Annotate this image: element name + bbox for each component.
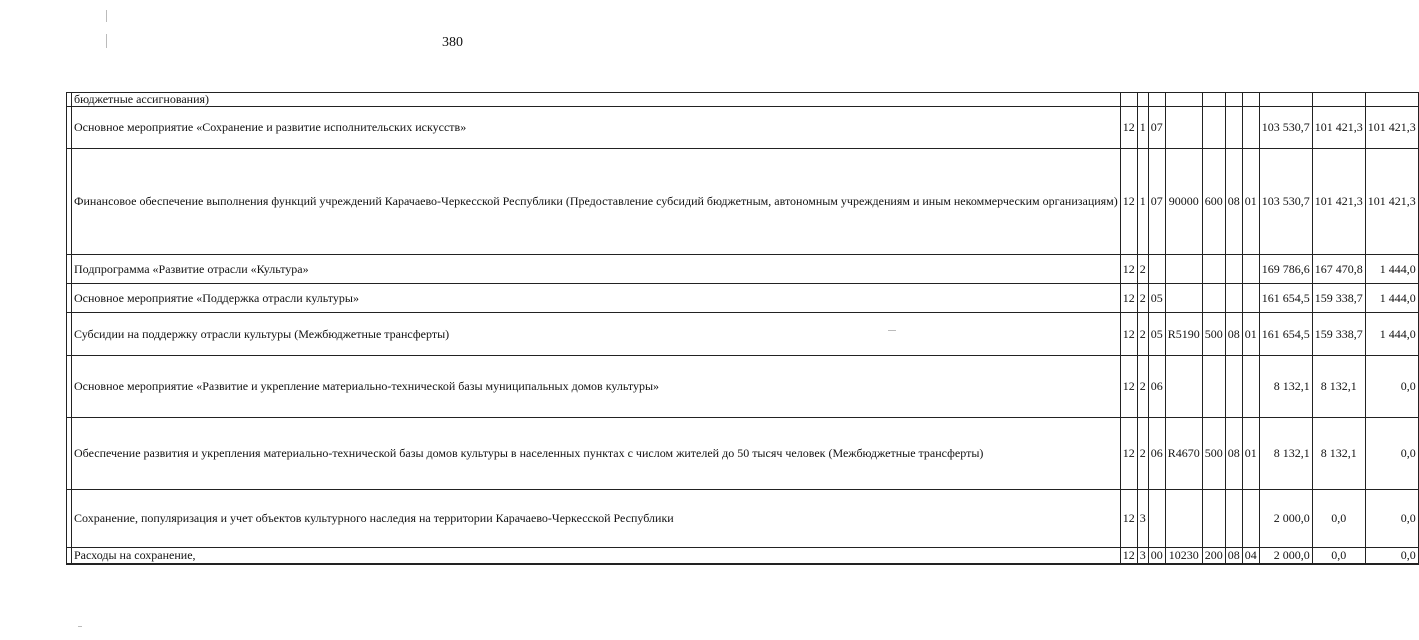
table-body xyxy=(67,93,1419,564)
row-name-cell: Расходы на сохранение, xyxy=(72,548,1121,564)
code-cell: 12 xyxy=(1120,490,1137,548)
table-row xyxy=(67,107,1419,149)
code-cell: 1 xyxy=(1137,149,1148,255)
code-cell: 07 xyxy=(1148,149,1165,255)
expense-type-cell xyxy=(1202,356,1225,418)
section-cell xyxy=(1225,490,1242,548)
table-row xyxy=(67,255,1419,284)
table-row xyxy=(67,149,1419,255)
row-name-cell: Основное мероприятие «Сохранение и развитие исполнительских искусств» xyxy=(72,107,1121,149)
section-cell: 08 xyxy=(1225,548,1242,564)
code-cell: 05 xyxy=(1148,284,1165,313)
amount-cell: 2 000,0 xyxy=(1259,548,1312,564)
amount-cell: 0,0 xyxy=(1312,548,1365,564)
amount-cell: 161 654,5 xyxy=(1259,284,1312,313)
amount-cell: 101 421,3 xyxy=(1312,107,1365,149)
amount-cell: 103 530,7 xyxy=(1259,149,1312,255)
amount-cell: 8 132,1 xyxy=(1259,356,1312,418)
expense-type-cell: 500 xyxy=(1202,313,1225,356)
amount-cell: 1 444,0 xyxy=(1365,284,1418,313)
target-code-cell xyxy=(1165,255,1202,284)
code-cell: 12 xyxy=(1120,284,1137,313)
table-row xyxy=(67,418,1419,490)
expense-type-cell xyxy=(1202,284,1225,313)
code-cell: 06 xyxy=(1148,356,1165,418)
code-cell: 12 xyxy=(1120,418,1137,490)
row-name-cell: Подпрограмма «Развитие отрасли «Культура» xyxy=(72,255,1121,284)
target-code-cell: R5190 xyxy=(1165,313,1202,356)
section-cell: 08 xyxy=(1225,418,1242,490)
amount-cell xyxy=(1312,93,1365,107)
code-cell: 00 xyxy=(1148,548,1165,564)
amount-cell: 161 654,5 xyxy=(1259,313,1312,356)
table-row xyxy=(67,284,1419,313)
code-cell xyxy=(1148,490,1165,548)
row-name-cell: Сохранение, популяризация и учет объектов культурного наследия на территории Карачаево-Черкесской Республики xyxy=(72,490,1121,548)
table-row xyxy=(67,548,1419,564)
target-code-cell: 10230 xyxy=(1165,548,1202,564)
amount-cell: 8 132,1 xyxy=(1312,418,1365,490)
amount-cell: 1 444,0 xyxy=(1365,255,1418,284)
amount-cell: 101 421,3 xyxy=(1365,149,1418,255)
row-name-cell: Основное мероприятие «Развитие и укрепление материально-технической базы муниципальных домов культуры» xyxy=(72,356,1121,418)
page-number: 380 xyxy=(442,35,463,50)
code-cell: 12 xyxy=(1120,356,1137,418)
subsection-cell xyxy=(1242,255,1259,284)
amount-cell: 8 132,1 xyxy=(1312,356,1365,418)
code-cell: 1 xyxy=(1137,107,1148,149)
target-code-cell: 90000 xyxy=(1165,149,1202,255)
amount-cell: 1 444,0 xyxy=(1365,313,1418,356)
code-cell xyxy=(1148,255,1165,284)
section-cell xyxy=(1225,93,1242,107)
scan-mark xyxy=(106,10,107,22)
code-cell: 3 xyxy=(1137,548,1148,564)
target-code-cell xyxy=(1165,490,1202,548)
target-code-cell: R4670 xyxy=(1165,418,1202,490)
code-cell: 2 xyxy=(1137,313,1148,356)
row-name-cell: Основное мероприятие «Поддержка отрасли культуры» xyxy=(72,284,1121,313)
code-cell: 05 xyxy=(1148,313,1165,356)
table-row xyxy=(67,313,1419,356)
amount-cell xyxy=(1365,93,1418,107)
section-cell xyxy=(1225,284,1242,313)
row-name-cell: Субсидии на поддержку отрасли культуры (Межбюджетные трансферты) xyxy=(72,313,1121,356)
code-cell: 12 xyxy=(1120,313,1137,356)
amount-cell: 0,0 xyxy=(1365,490,1418,548)
amount-cell: 0,0 xyxy=(1365,548,1418,564)
scan-mark xyxy=(78,626,82,627)
expense-type-cell: 500 xyxy=(1202,418,1225,490)
amount-cell: 167 470,8 xyxy=(1312,255,1365,284)
code-cell: 06 xyxy=(1148,418,1165,490)
amount-cell: 0,0 xyxy=(1365,356,1418,418)
row-name-cell: Финансовое обеспечение выполнения функций учреждений Карачаево-Черкесской Республики (Предоставление субсидий бюджетным, автономным учреждениям и иным некоммерческим организациям) xyxy=(72,149,1121,255)
amount-cell: 2 000,0 xyxy=(1259,490,1312,548)
code-cell: 2 xyxy=(1137,418,1148,490)
section-cell xyxy=(1225,107,1242,149)
amount-cell: 159 338,7 xyxy=(1312,284,1365,313)
code-cell: 2 xyxy=(1137,284,1148,313)
row-name-cell: бюджетные ассигнования) xyxy=(72,93,1121,107)
subsection-cell: 01 xyxy=(1242,313,1259,356)
expense-type-cell: 600 xyxy=(1202,149,1225,255)
row-name-cell: Обеспечение развития и укрепления материально-технической базы домов культуры в населенных пунктах с числом жителей до 50 тысяч человек (Межбюджетные трансферты) xyxy=(72,418,1121,490)
budget-table xyxy=(66,92,1419,565)
subsection-cell xyxy=(1242,93,1259,107)
code-cell: 07 xyxy=(1148,107,1165,149)
amount-cell: 101 421,3 xyxy=(1365,107,1418,149)
code-cell: 12 xyxy=(1120,149,1137,255)
subsection-cell xyxy=(1242,356,1259,418)
code-cell xyxy=(1137,93,1148,107)
section-cell: 08 xyxy=(1225,313,1242,356)
subsection-cell: 04 xyxy=(1242,548,1259,564)
expense-type-cell xyxy=(1202,490,1225,548)
amount-cell: 0,0 xyxy=(1365,418,1418,490)
code-cell: 12 xyxy=(1120,548,1137,564)
section-cell xyxy=(1225,255,1242,284)
code-cell: 2 xyxy=(1137,356,1148,418)
code-cell: 12 xyxy=(1120,107,1137,149)
table-row xyxy=(67,490,1419,548)
amount-cell: 101 421,3 xyxy=(1312,149,1365,255)
code-cell: 12 xyxy=(1120,255,1137,284)
subsection-cell xyxy=(1242,490,1259,548)
amount-cell xyxy=(1259,93,1312,107)
amount-cell: 169 786,6 xyxy=(1259,255,1312,284)
amount-cell: 159 338,7 xyxy=(1312,313,1365,356)
table-row xyxy=(67,93,1419,107)
subsection-cell: 01 xyxy=(1242,149,1259,255)
amount-cell: 103 530,7 xyxy=(1259,107,1312,149)
code-cell: 3 xyxy=(1137,490,1148,548)
amount-cell: 8 132,1 xyxy=(1259,418,1312,490)
code-cell: 2 xyxy=(1137,255,1148,284)
code-cell xyxy=(1148,93,1165,107)
scan-mark xyxy=(888,330,896,331)
table-row xyxy=(67,356,1419,418)
expense-type-cell xyxy=(1202,107,1225,149)
scan-mark xyxy=(106,34,107,48)
expense-type-cell xyxy=(1202,255,1225,284)
target-code-cell xyxy=(1165,107,1202,149)
expense-type-cell xyxy=(1202,93,1225,107)
amount-cell: 0,0 xyxy=(1312,490,1365,548)
target-code-cell xyxy=(1165,284,1202,313)
subsection-cell xyxy=(1242,284,1259,313)
code-cell xyxy=(1120,93,1137,107)
expense-type-cell: 200 xyxy=(1202,548,1225,564)
subsection-cell: 01 xyxy=(1242,418,1259,490)
target-code-cell xyxy=(1165,93,1202,107)
subsection-cell xyxy=(1242,107,1259,149)
section-cell: 08 xyxy=(1225,149,1242,255)
target-code-cell xyxy=(1165,356,1202,418)
section-cell xyxy=(1225,356,1242,418)
